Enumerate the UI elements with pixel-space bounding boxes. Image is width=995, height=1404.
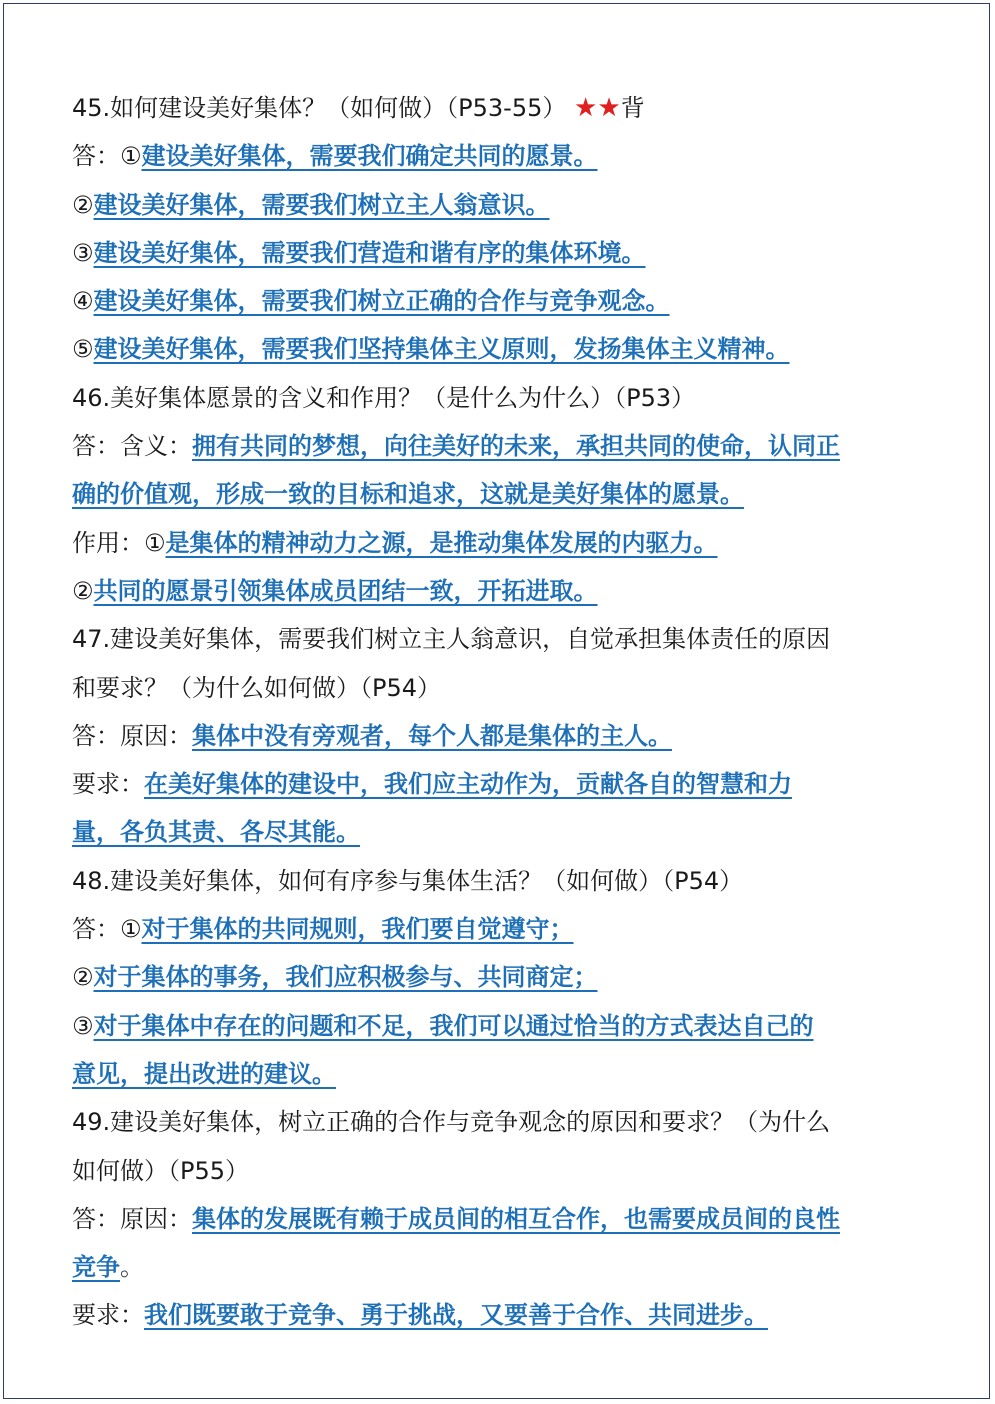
answer-48-3-text: 对于集体中存在的问题和不足，我们可以通过恰当的方式表达自己的 [93,1011,814,1040]
answer-48-3-cont [72,1050,934,1098]
answer-46-role-1-text: 是集体的精神动力之源，是推动集体发展的内驱力。 [165,528,718,557]
answer-prefix: 答：① [72,142,142,171]
answer-49-req-text: 我们既要敢于竞争、勇于挑战，又要善于合作、共同进步。 [144,1301,768,1330]
answer-48-1-text: 对于集体的共同规则，我们要自觉遵守； [141,915,574,944]
question-49-text: 49.建设美好集体，树立正确的合作与竞争观念的原因和要求？（为什么 [72,1108,831,1137]
answer-45-4-text: 建设美好集体，需要我们树立正确的合作与竞争观念。 [93,287,670,316]
question-49-text-cont: 如何做）（P55） [72,1156,250,1185]
question-47-title-cont [72,664,934,712]
answer-49-reason-1 [72,1195,934,1243]
question-48-text: 48.建设美好集体，如何有序参与集体生活？（如何做）（P54） [72,866,744,895]
item-number: ③ [72,238,94,267]
meaning-label: 答：含义： [72,432,192,461]
question-48-title [72,857,934,905]
question-46-title [72,374,934,422]
answer-46-role-1 [72,519,934,567]
question-47-title [72,615,934,663]
answer-47-reason [72,712,934,760]
reason-label: 答：原因： [72,721,192,750]
answer-45-4 [72,277,934,325]
answer-45-5 [72,325,934,373]
answer-46-meaning-text: 拥有共同的梦想，向往美好的未来，承担共同的使命，认同正 [192,432,840,461]
answer-48-3-text-cont: 意见，提出改进的建议。 [72,1059,336,1088]
item-number: ⑤ [72,335,94,364]
answer-45-1 [72,132,934,180]
answer-46-role-2 [72,567,934,615]
item-number: ③ [72,1011,94,1040]
answer-46-meaning-text-cont: 确的价值观，形成一致的目标和追求，这就是美好集体的愿景。 [72,480,744,509]
answer-45-2 [72,181,934,229]
answer-46-role-2-text: 共同的愿景引领集体成员团结一致，开拓进取。 [93,576,598,605]
answer-47-reason-text: 集体中没有旁观者，每个人都是集体的主人。 [192,721,672,750]
document-page [3,3,990,1399]
question-46-text: 46.美好集体愿景的含义和作用？（是什么为什么）（P53） [72,383,696,412]
answer-47-req-1 [72,760,934,808]
answer-45-1-text: 建设美好集体，需要我们确定共同的愿景。 [141,142,598,171]
requirement-label: 要求： [72,1301,144,1330]
item-number: ④ [72,287,94,316]
answer-49-req [72,1291,934,1339]
answer-45-2-text: 建设美好集体，需要我们树立主人翁意识。 [93,190,550,219]
question-47-text: 47.建设美好集体，需要我们树立主人翁意识，自觉承担集体责任的原因 [72,625,831,654]
answer-46-meaning-1 [72,422,934,470]
answer-49-reason-text: 集体的发展既有赖于成员间的相互合作，也需要成员间的良性 [192,1204,840,1233]
sentence-end: 。 [120,1253,144,1282]
answer-47-req-text-cont: 量，各负其责、各尽其能。 [72,818,360,847]
answer-45-3 [72,229,934,277]
role-label: 作用：① [72,528,166,557]
question-49-title [72,1098,934,1146]
requirement-label: 要求： [72,770,144,799]
answer-48-1 [72,905,934,953]
answer-47-req-text: 在美好集体的建设中，我们应主动作为，贡献各自的智慧和力 [144,770,792,799]
answer-46-meaning-2 [72,470,934,518]
answer-48-2-text: 对于集体的事务，我们应积极参与、共同商定； [93,963,598,992]
question-45-title [72,84,934,132]
reason-label: 答：原因： [72,1204,192,1233]
answer-48-2 [72,953,934,1001]
document-content [72,84,934,1340]
answer-47-req-2 [72,808,934,856]
answer-45-5-text: 建设美好集体，需要我们坚持集体主义原则，发扬集体主义精神。 [93,335,790,364]
question-45-text: 45.如何建设美好集体？（如何做）（P53-55） [72,94,567,122]
question-49-title-cont [72,1147,934,1195]
answer-45-3-text: 建设美好集体，需要我们营造和谐有序的集体环境。 [93,238,646,267]
item-number: ② [72,963,94,992]
answer-49-reason-text-cont: 竞争 [72,1253,120,1282]
memorize-mark: 背 [620,94,645,122]
star-icon: ★★ [574,93,621,123]
answer-49-reason-2 [72,1243,934,1291]
item-number: ② [72,190,94,219]
answer-48-3 [72,1002,934,1050]
item-number: ② [72,576,94,605]
question-47-text-cont: 和要求？（为什么如何做）（P54） [72,673,442,702]
answer-prefix: 答：① [72,915,142,944]
